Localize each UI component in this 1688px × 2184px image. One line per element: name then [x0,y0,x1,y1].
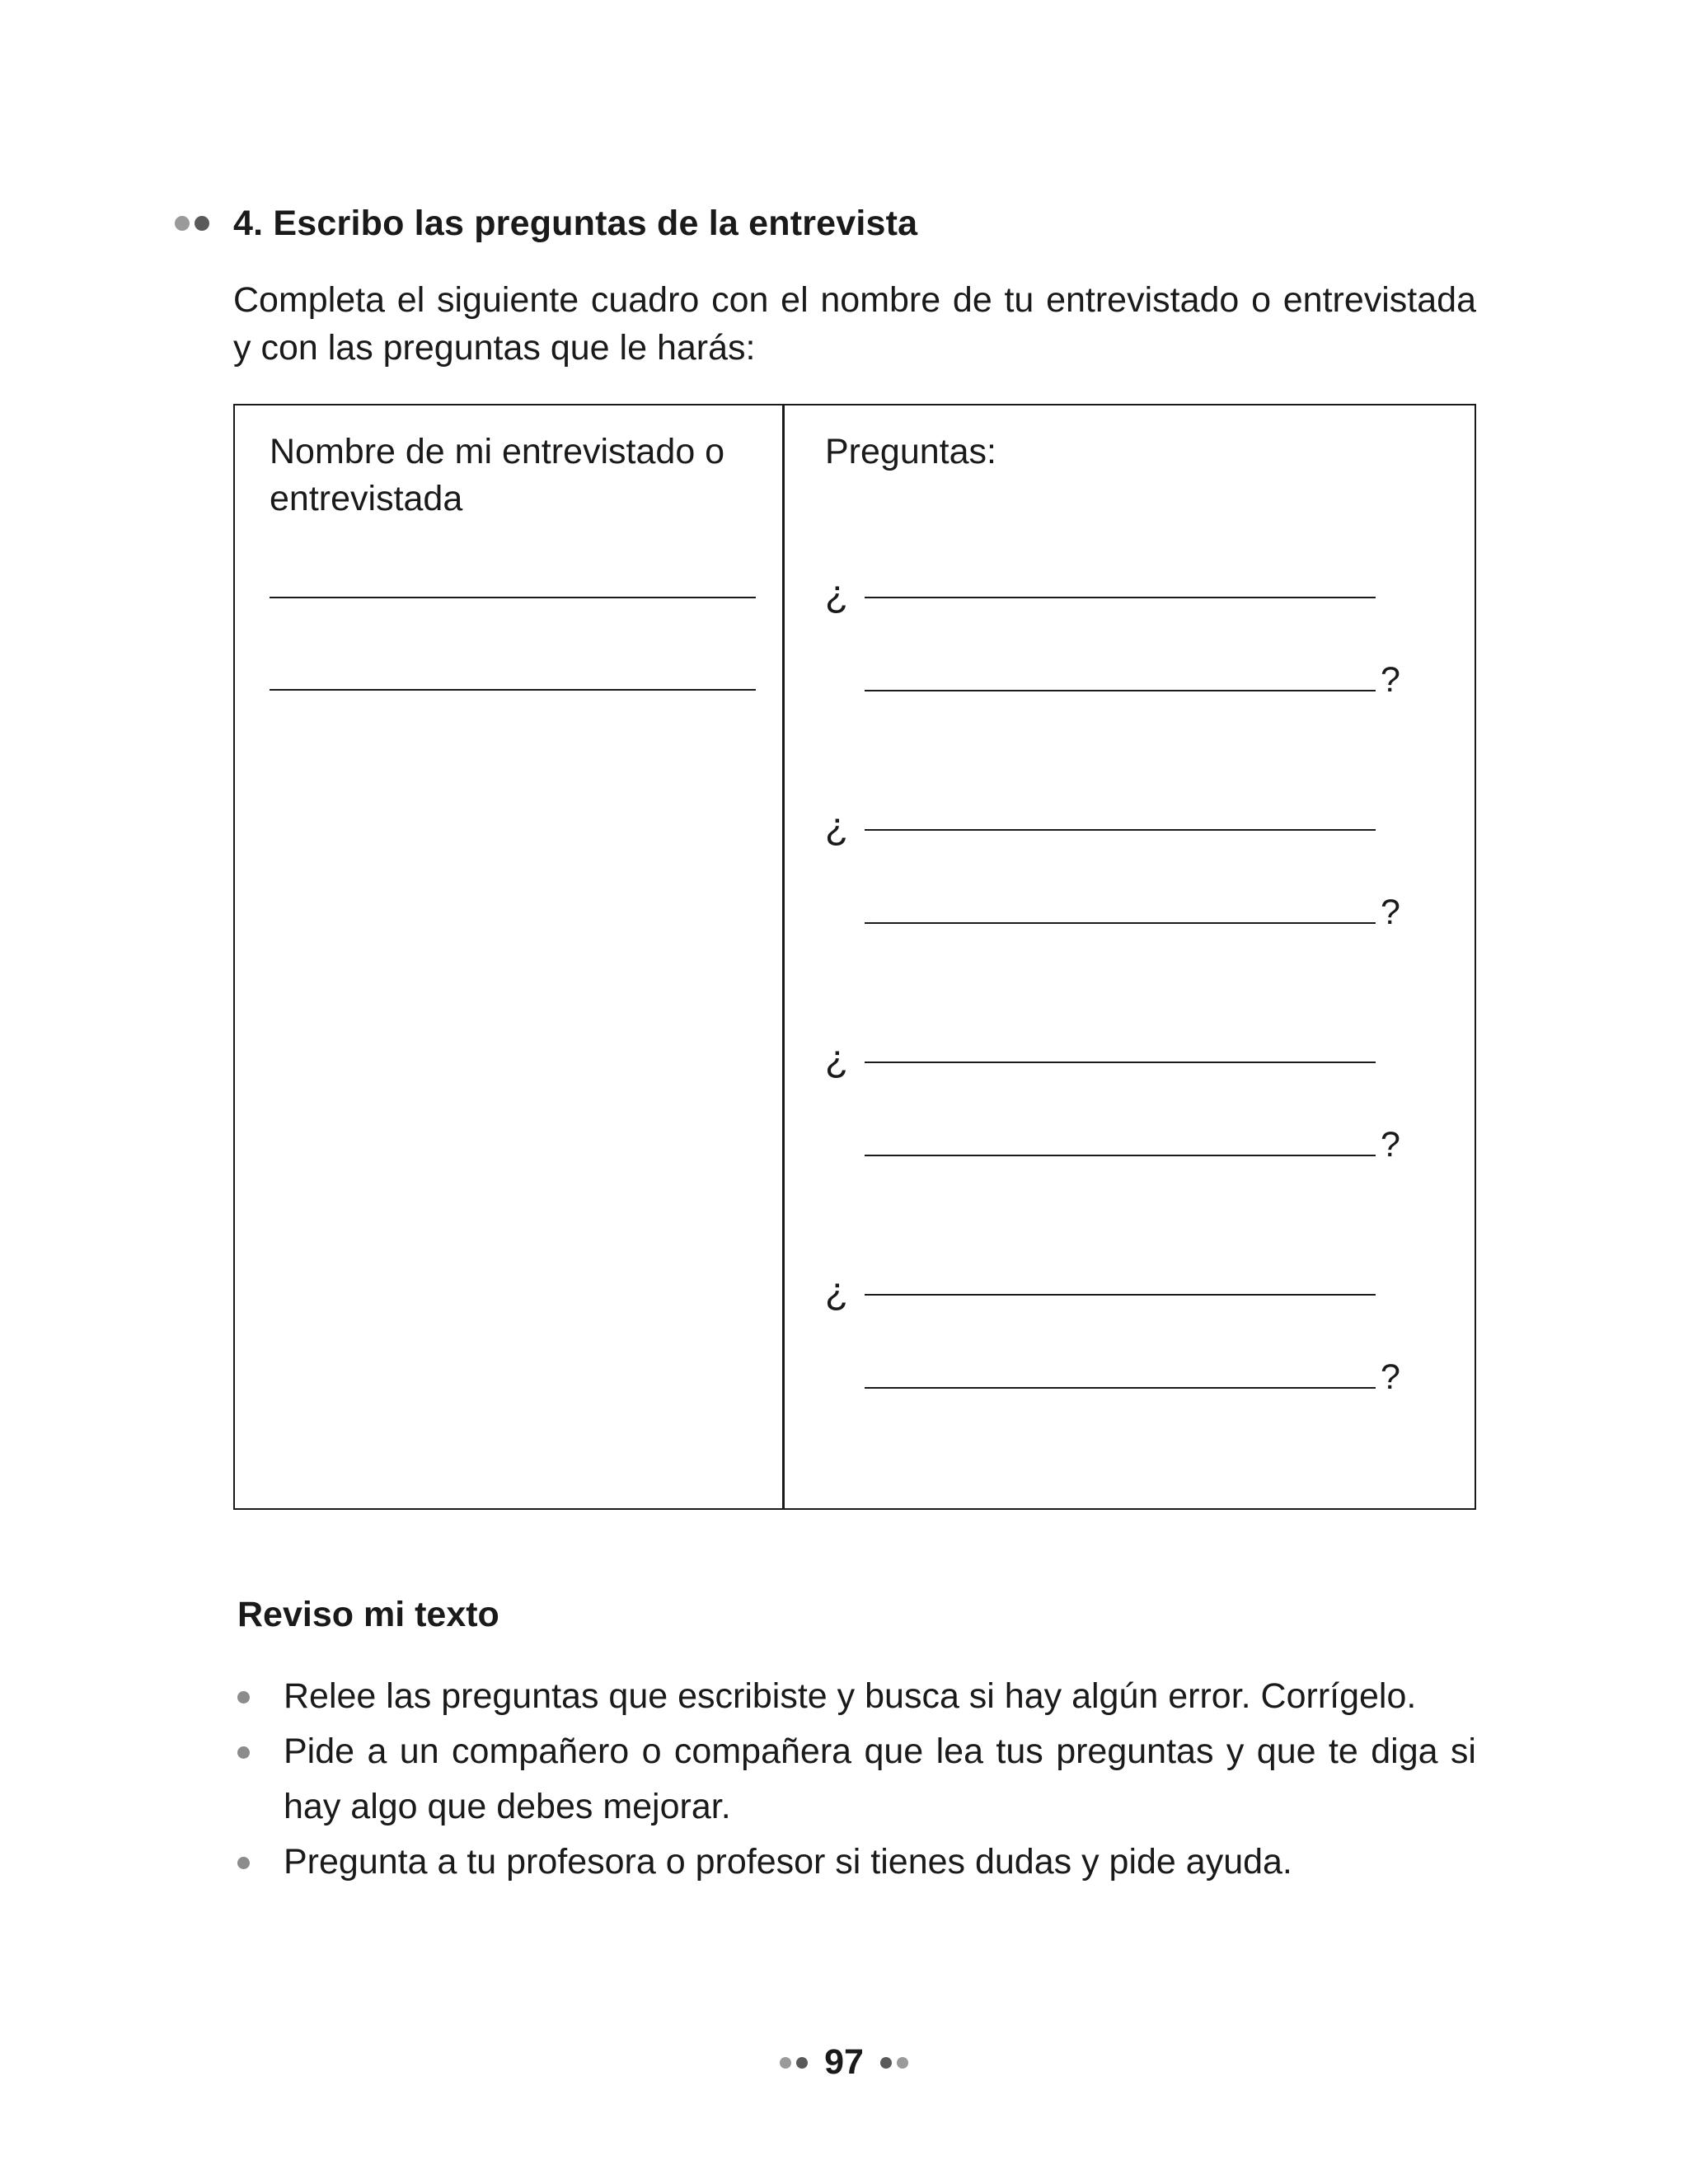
name-write-line-1[interactable] [270,597,756,598]
question-2-line-1[interactable] [865,829,1376,831]
review-item-text: Pide a un compañero o compañera que lea tus preguntas y que te diga si hay algo que debes mejorar. [284,1732,1476,1826]
heading-dots-icon [175,216,209,231]
list-item [237,1835,1476,1890]
question-3-line-1[interactable] [865,1062,1376,1063]
bullet-dot-icon [880,2057,892,2069]
review-item-text: Pregunta a tu profesora o profesor si tienes dudas y pide ayuda. [284,1842,1292,1882]
bullet-dot-icon [195,216,209,231]
review-list [237,1669,1476,1890]
footer-dots-left-icon [780,2057,808,2069]
footer-dots-right-icon [880,2057,908,2069]
interviewee-name-label: Nombre de mi entrevistado o entrevistada [270,432,725,518]
question-3-line-2[interactable] [865,1155,1376,1156]
question-close-mark: ? [1381,1357,1400,1397]
question-close-mark: ? [1381,660,1400,700]
worksheet-table [233,404,1476,1510]
review-item-text: Relee las preguntas que escribiste y busca si hay algún error. Corrígelo. [284,1676,1417,1716]
section-title: 4. Escribo las preguntas de la entrevista [233,204,918,243]
bullet-dot-icon [175,216,190,231]
question-open-mark: ¿ [825,1269,849,1312]
bullet-icon [237,1857,250,1869]
question-1-line-2[interactable] [865,690,1376,691]
name-write-line-2[interactable] [270,689,756,691]
bullet-dot-icon [796,2057,808,2069]
question-4-line-1[interactable] [865,1294,1376,1296]
bullet-dot-icon [780,2057,791,2069]
review-title: Reviso mi texto [237,1595,499,1634]
questions-label: Preguntas: [825,432,996,471]
question-open-mark: ¿ [825,572,849,615]
question-close-mark: ? [1381,1125,1400,1165]
question-open-mark: ¿ [825,1037,849,1080]
question-2-line-2[interactable] [865,922,1376,924]
column-divider [782,405,785,1508]
bullet-icon [237,1691,250,1704]
page-number: 97 [824,2042,864,2082]
page-footer [0,2042,1688,2083]
bullet-dot-icon [897,2057,908,2069]
question-close-mark: ? [1381,893,1400,932]
question-4-line-2[interactable] [865,1387,1376,1389]
list-item [237,1724,1476,1835]
list-item [237,1669,1476,1724]
instructions-text: Completa el siguiente cuadro con el nombre de tu entrevistado o entrevistada y con las preguntas que le harás: [233,280,1476,368]
question-open-mark: ¿ [825,804,849,847]
bullet-icon [237,1746,250,1759]
question-1-line-1[interactable] [865,597,1376,598]
